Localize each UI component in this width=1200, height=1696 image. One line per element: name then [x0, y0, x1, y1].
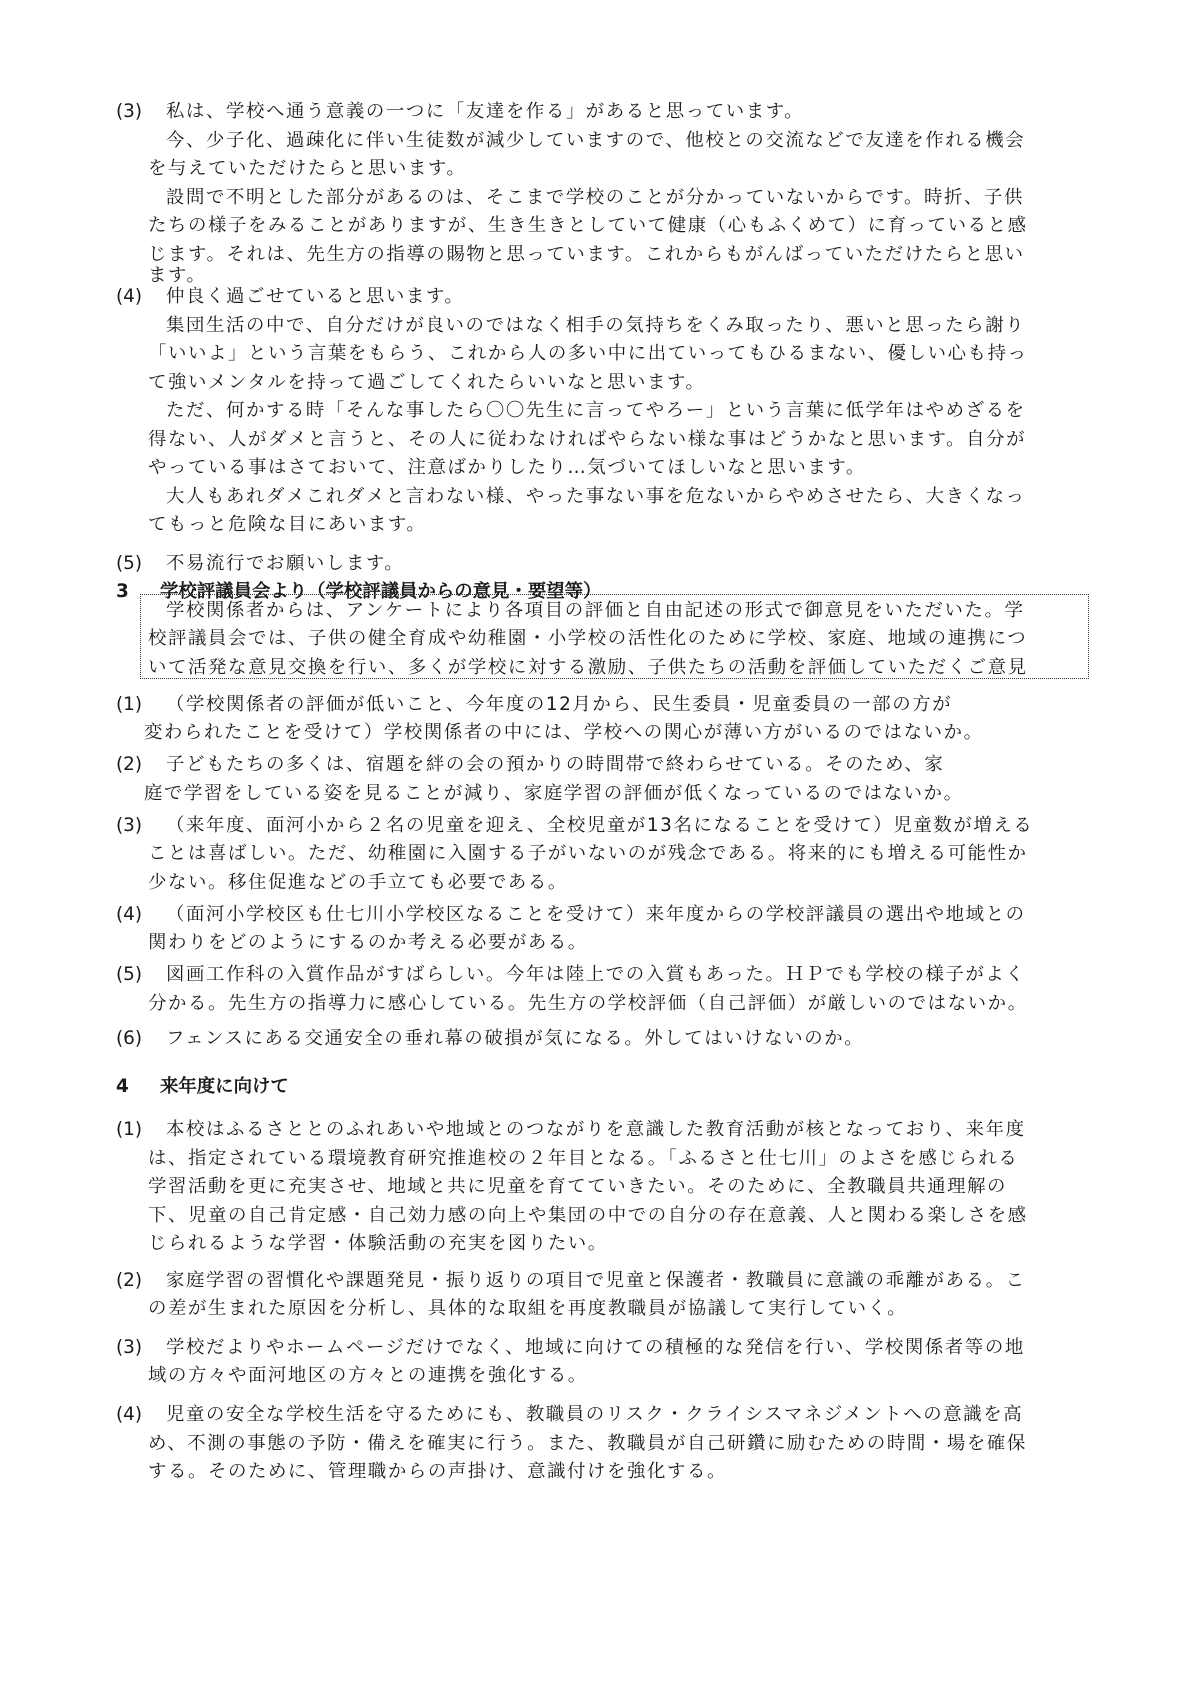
text-line: 学校だよりやホームページだけでなく、地域に向けての積極的な発信を行い、学校関係者等の地	[166, 1337, 1025, 1358]
text-line: 庭で学習をしている姿を見ることが減り、家庭学習の評価が低くなっているのではないか。	[144, 783, 964, 804]
text-line: め、不測の事態の予防・備えを確実に行う。また、教職員が自己研鑽に励むための時間・場を確保	[148, 1433, 1027, 1454]
item-number: (5)	[116, 553, 143, 574]
text-line: 子どもたちの多くは、宿題を絆の会の預かりの時間帯で終わらせている。そのため、家	[166, 754, 945, 775]
section-title: 来年度に向けて	[160, 1076, 289, 1097]
text-line: 集団生活の中で、自分だけが良いのではなく相手の気持ちをくみ取ったり、悪いと思ったら謝り	[166, 315, 1026, 336]
text-line: てもっと危険な目にあいます。	[148, 514, 427, 535]
text-line: 家庭学習の習慣化や課題発見・振り返りの項目で児童と保護者・教職員に意識の乖離がある。こ	[166, 1270, 1026, 1291]
text-line: を与えていただけたらと思います。	[148, 158, 467, 179]
summary-line: 学校関係者からは、アンケートにより各項目の評価と自由記述の形式で御意見をいただいた。学	[166, 600, 1025, 621]
text-line: 学習活動を更に充実させ、地域と共に児童を育てていきたい。そのために、全教職員共通理解の	[148, 1176, 1008, 1197]
text-line: 関わりをどのようにするのか考える必要がある。	[148, 932, 588, 953]
text-line: の差が生まれた原因を分析し、具体的な取組を再度教職員が協議して実行していく。	[148, 1298, 908, 1319]
text-line: 図画工作科の入賞作品がすばらしい。今年は陸上での入賞もあった。ＨＰでも学校の様子がよく	[166, 964, 1026, 985]
text-line: 本校はふるさととのふれあいや地域とのつながりを意識した教育活動が核となっており、来年度	[166, 1119, 1026, 1140]
section-number: 3	[116, 581, 129, 602]
item-number: (5)	[116, 964, 143, 985]
text-line: する。そのために、管理職からの声掛け、意識付けを強化する。	[148, 1461, 727, 1482]
text-line: 今、少子化、過疎化に伴い生徒数が減少していますので、他校との交流などで友達を作れる機会	[166, 130, 1026, 151]
text-line: （来年度、面河小から２名の児童を迎え、全校児童が13名になることを受けて）児童数が増える	[166, 815, 1034, 836]
text-line: ます。	[148, 265, 207, 286]
text-line: じられるような学習・体験活動の充実を図りたい。	[148, 1233, 608, 1254]
text-line: は、指定されている環境教育研究推進校の２年目となる。「ふるさと仕七川」のよさを感じられる	[148, 1148, 1019, 1169]
text-line: 仲良く過ごせていると思います。	[166, 286, 465, 307]
text-line: やっている事はさておいて、注意ばかりしたり…気づいてほしいなと思います。	[148, 457, 866, 478]
text-line: 少ない。移住促進などの手立ても必要である。	[148, 872, 568, 893]
section-number: 4	[116, 1076, 129, 1097]
text-line: 得ない、人がダメと言うと、その人に従わなければやらない様な事はどうかなと思います。自分が	[148, 429, 1027, 450]
item-number: (6)	[116, 1028, 143, 1049]
text-line: 私は、学校へ通う意義の一つに「友達を作る」があると思っています。	[166, 101, 805, 122]
summary-line: いて活発な意見交換を行い、多くが学校に対する激励、子供たちの活動を評価していただくご意見	[148, 657, 1028, 678]
item-number: (4)	[116, 1404, 143, 1425]
text-line: 児童の安全な学校生活を守るためにも、教職員のリスク・クライシスマネジメントへの意識を高	[166, 1404, 1024, 1425]
text-line: 大人もあれダメこれダメと言わない様、やった事ない事を危ないからやめさせたら、大きくなっ	[166, 486, 1026, 507]
item-number: (4)	[116, 904, 143, 925]
section-4-heading	[116, 1073, 289, 1100]
text-line: （学校関係者の評価が低いこと、今年度の12月から、民生委員・児童委員の一部の方が	[166, 694, 953, 715]
text-line: 設問で不明とした部分があるのは、そこまで学校のことが分かっていないからです。時折、子供	[166, 187, 1024, 208]
summary-line: 校評議員会では、子供の健全育成や幼稚園・小学校の活性化のために学校、家庭、地域の連携につ	[148, 628, 1028, 649]
text-line: ことは喜ばしい。ただ、幼稚園に入園する子がいないのが残念である。将来的にも増える可能性か	[148, 843, 1028, 864]
text-line: ただ、何かする時「そんな事したら〇〇先生に言ってやろー」という言葉に低学年はやめざるを	[166, 400, 1026, 421]
item-number: (3)	[116, 1337, 143, 1358]
text-line: 「いいよ」という言葉をもらう、これから人の多い中に出ていってもひるまない、優しい心も持っ	[148, 343, 1028, 364]
text-line: フェンスにある交通安全の垂れ幕の破損が気になる。外してはいけないのか。	[166, 1028, 865, 1049]
item-number: (4)	[116, 286, 143, 307]
item-number: (3)	[116, 101, 143, 122]
text-line: 不易流行でお願いします。	[166, 553, 405, 574]
text-line: 下、児童の自己肯定感・自己効力感の向上や集団の中での自分の存在意義、人と関わる楽しさを感	[148, 1205, 1028, 1226]
text-line: （面河小学校区も仕七川小学校区なることを受けて）来年度からの学校評議員の選出や地域との	[166, 904, 1026, 925]
text-line: たちの様子をみることがありますが、生き生きとしていて健康（心もふくめて）に育っていると感	[148, 215, 1028, 236]
item-number: (2)	[116, 1270, 143, 1291]
item-number: (2)	[116, 754, 143, 775]
section-title: 学校評議員会より（学校評議員からの意見・要望等）	[160, 581, 602, 602]
text-line: 変わられたことを受けて）学校関係者の中には、学校への関心が薄い方がいるのではないか。	[144, 722, 984, 743]
item-number: (1)	[116, 1119, 143, 1140]
item-number: (3)	[116, 815, 143, 836]
text-line: 域の方々や面河地区の方々との連携を強化する。	[148, 1365, 588, 1386]
text-line: じます。それは、先生方の指導の賜物と思っています。これからもがんばっていただけたらと思い	[148, 244, 1025, 265]
text-line: 分かる。先生方の指導力に感心している。先生方の学校評価（自己評価）が厳しいのではないか。	[148, 993, 1028, 1014]
item-number: (1)	[116, 694, 143, 715]
text-line: て強いメンタルを持って過ごしてくれたらいいなと思います。	[148, 372, 706, 393]
